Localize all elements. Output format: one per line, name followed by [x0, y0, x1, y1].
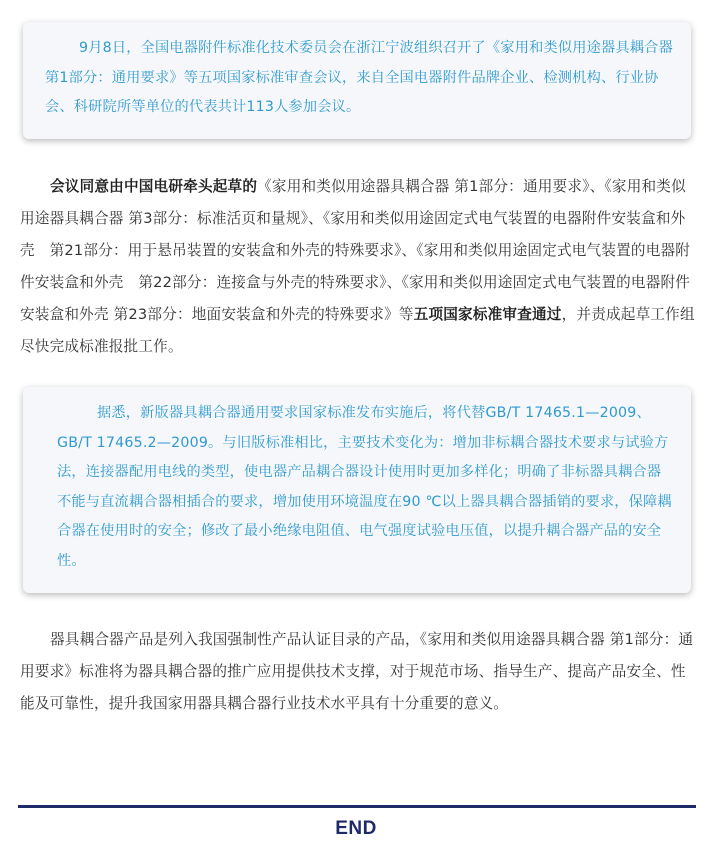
significance-paragraph: [18, 624, 696, 720]
intro-quote-text: 9月8日，全国电器附件标准化技术委员会在浙江宁波组织召开了《家用和类似用途器具耦合器 第1部分：通用要求》等五项国家标准审查会议，来自全国电器附件品牌企业、检测机构、行业协会、科研院所等单位的代表共计113人参加会议。: [45, 40, 688, 115]
end-divider: [18, 805, 696, 808]
intro-quote-card: [23, 22, 691, 139]
meeting-result-tail: ，并责成起草工作组尽快完成标准报批工作。: [20, 306, 695, 355]
technical-changes-text: 据悉，新版器具耦合器通用要求国家标准发布实施后，将代替GB/T 17465.1—2009、GB/T 17465.2—2009。与旧版标准相比，主要技术变化为：增加非标耦合器技术要求与试验方法，连接器配用电线的类型，使电器产品耦合器设计使用时更加多样化；明确了非标器具耦合器不能与直流耦合器相插合的要求，增加使用环境温度在90 ℃以上器具耦合器插销的要求，保障耦合器在使用时的安全；修改了最小绝缘电阻值、电气强度试验电压值，以提升耦合器产品的安全性。: [57, 405, 672, 569]
standards-list-text: 《家用和类似用途器具耦合器 第1部分：通用要求》、《家用和类似用途器具耦合器 第3部分：标准活页和量规》、《家用和类似用途固定式电气装置的电器附件安装盒和外壳 第21部分：用于悬吊装置的安装盒和外壳的特殊要求》、《家用和类似用途固定式电气装置的电器附件安装盒和外壳 第22部分：连接盒与外壳的特殊要求》、《家用和类似用途固定式电气装置的电器附件安装盒和外壳 第23部分：地面安装盒和外壳的特殊要求》等: [20, 178, 691, 323]
end-label: END: [335, 818, 377, 839]
meeting-result-paragraph: [18, 171, 696, 363]
significance-text: 器具耦合器产品是列入我国强制性产品认证目录的产品，《家用和类似用途器具耦合器 第1部分：通用要求》标准将为器具耦合器的推广应用提供技术支撑，对于规范市场、指导生产、提高产品安全、性能及可靠性，提升我国家用器具耦合器行业技术水平具有十分重要的意义。: [20, 631, 694, 712]
meeting-result-lead: 会议同意由中国电研牵头起草的: [50, 178, 258, 195]
approval-highlight: 五项国家标准审查通过: [413, 306, 562, 323]
technical-changes-card: [23, 387, 691, 593]
